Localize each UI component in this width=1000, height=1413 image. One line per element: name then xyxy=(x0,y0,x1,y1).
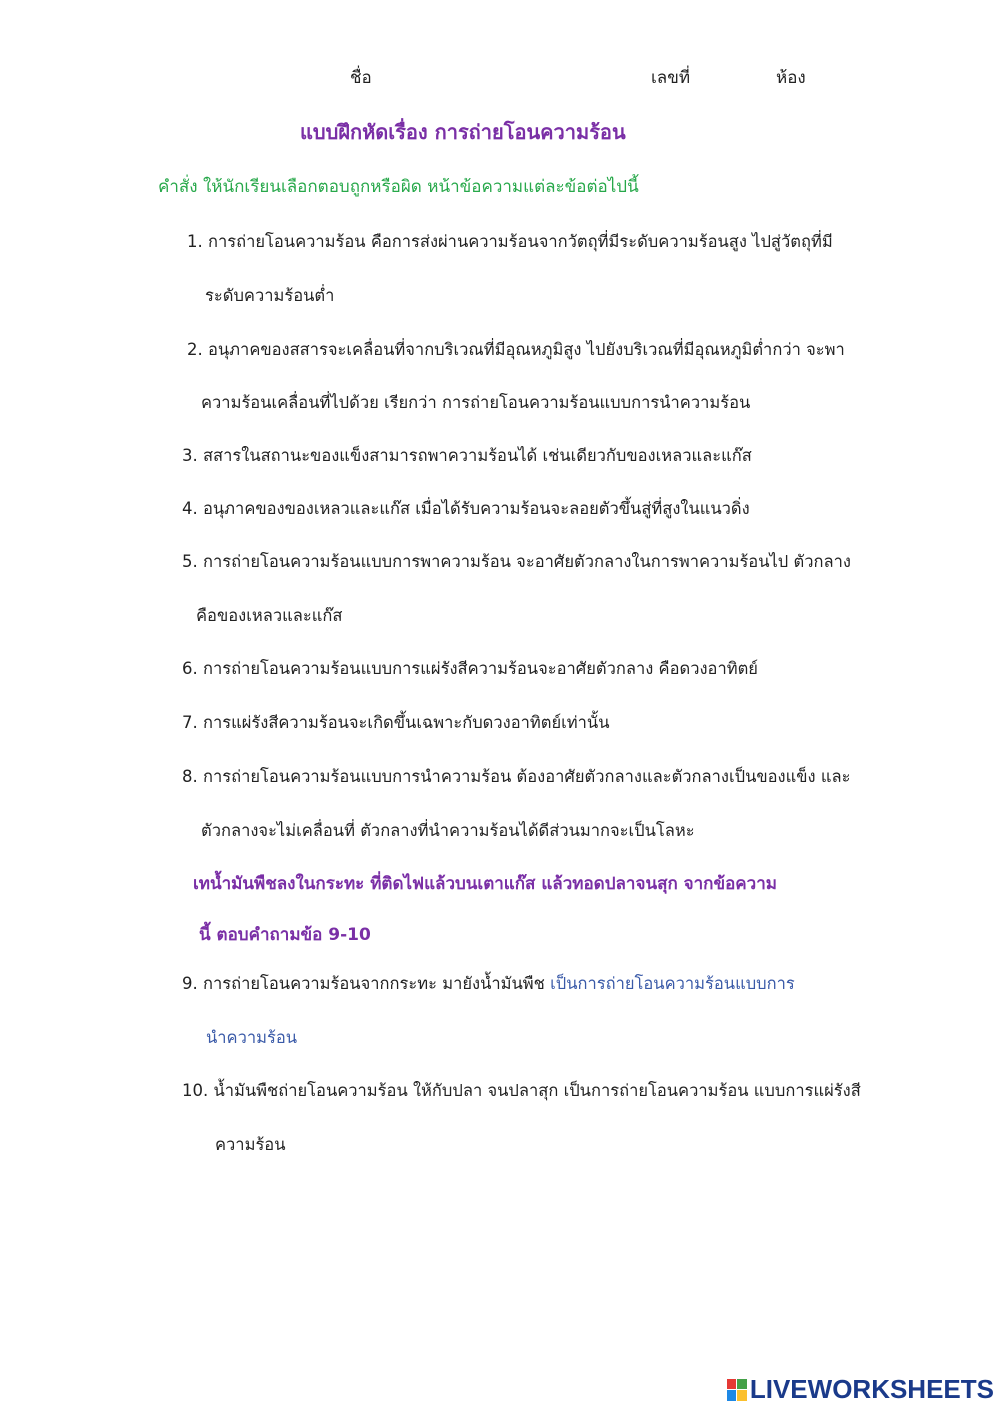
item-2-line-2: ความร้อนเคลื่อนที่ไปด้วย เรียกว่า การถ่ายโอนความร้อนแบบการนำความร้อน xyxy=(201,393,751,412)
liveworksheets-logo xyxy=(727,1374,994,1405)
item-10-line-2: ความร้อน xyxy=(215,1135,286,1154)
name-label: ชื่อ xyxy=(350,68,372,88)
scenario-line-1: เทน้ำมันพืชลงในกระทะ ที่ติดไฟแล้วบนเตาแก๊ส แล้วทอดปลาจนสุก จากข้อความ xyxy=(193,874,777,894)
room-label: ห้อง xyxy=(776,68,806,88)
page-title: แบบฝึกหัดเรื่อง การถ่ายโอนความร้อน xyxy=(300,120,626,144)
item-2-line-1: 2. อนุภาคของสสารจะเคลื่อนที่จากบริเวณที่มีอุณหภูมิสูง ไปยังบริเวณที่มีอุณหภูมิต่ำกว่า จะพา xyxy=(187,340,845,359)
item-1-line-2: ระดับความร้อนต่ำ xyxy=(205,286,335,305)
logo-mark-icon xyxy=(727,1379,747,1401)
item-7: 7. การแผ่รังสีความร้อนจะเกิดขึ้นเฉพาะกับดวงอาทิตย์เท่านั้น xyxy=(182,713,610,732)
item-3: 3. สสารในสถานะของแข็งสามารถพาความร้อนได้ เช่นเดียวกับของเหลวและแก๊ส xyxy=(182,446,752,465)
item-4: 4. อนุภาคของของเหลวและแก๊ส เมื่อได้รับความร้อนจะลอยตัวขึ้นสู่ที่สูงในแนวดิ่ง xyxy=(182,499,750,518)
item-9-line-2: นำความร้อน xyxy=(206,1028,298,1047)
item-9-line-1 xyxy=(182,971,795,997)
logo-text: LIVEWORKSHEETS xyxy=(749,1374,994,1404)
item-8-line-1: 8. การถ่ายโอนความร้อนแบบการนำความร้อน ต้องอาศัยตัวกลางและตัวกลางเป็นของแข็ง และ xyxy=(182,767,851,786)
item-5-line-2: คือของเหลวและแก๊ส xyxy=(196,606,343,625)
number-label: เลขที่ xyxy=(651,68,691,88)
item-10-line-1: 10. น้ำมันพืชถ่ายโอนความร้อน ให้กับปลา จนปลาสุก เป็นการถ่ายโอนความร้อน แบบการแผ่รังสี xyxy=(182,1081,861,1100)
item-9-question: 9. การถ่ายโอนความร้อนจากกระทะ มายังน้ำมันพืช xyxy=(182,974,551,993)
item-5-line-1: 5. การถ่ายโอนความร้อนแบบการพาความร้อน จะอาศัยตัวกลางในการพาความร้อนไป ตัวกลาง xyxy=(182,552,851,571)
instruction: คำสั่ง ให้นักเรียนเลือกตอบถูกหรือผิด หน้าข้อความแต่ละข้อต่อไปนี้ xyxy=(158,177,639,197)
scenario-line-2: นี้ ตอบคำถามข้อ 9-10 xyxy=(199,925,371,945)
item-6: 6. การถ่ายโอนความร้อนแบบการแผ่รังสีความร้อนจะอาศัยตัวกลาง คือดวงอาทิตย์ xyxy=(182,659,758,678)
item-9-answer: เป็นการถ่ายโอนความร้อนแบบการ xyxy=(550,974,795,993)
item-8-line-2: ตัวกลางจะไม่เคลื่อนที่ ตัวกลางที่นำความร้อนได้ดีส่วนมากจะเป็นโลหะ xyxy=(201,821,695,840)
item-1-line-1: 1. การถ่ายโอนความร้อน คือการส่งผ่านความร้อนจากวัตถุที่มีระดับความร้อนสูง ไปสู่วัตถุที่มี xyxy=(187,232,833,251)
